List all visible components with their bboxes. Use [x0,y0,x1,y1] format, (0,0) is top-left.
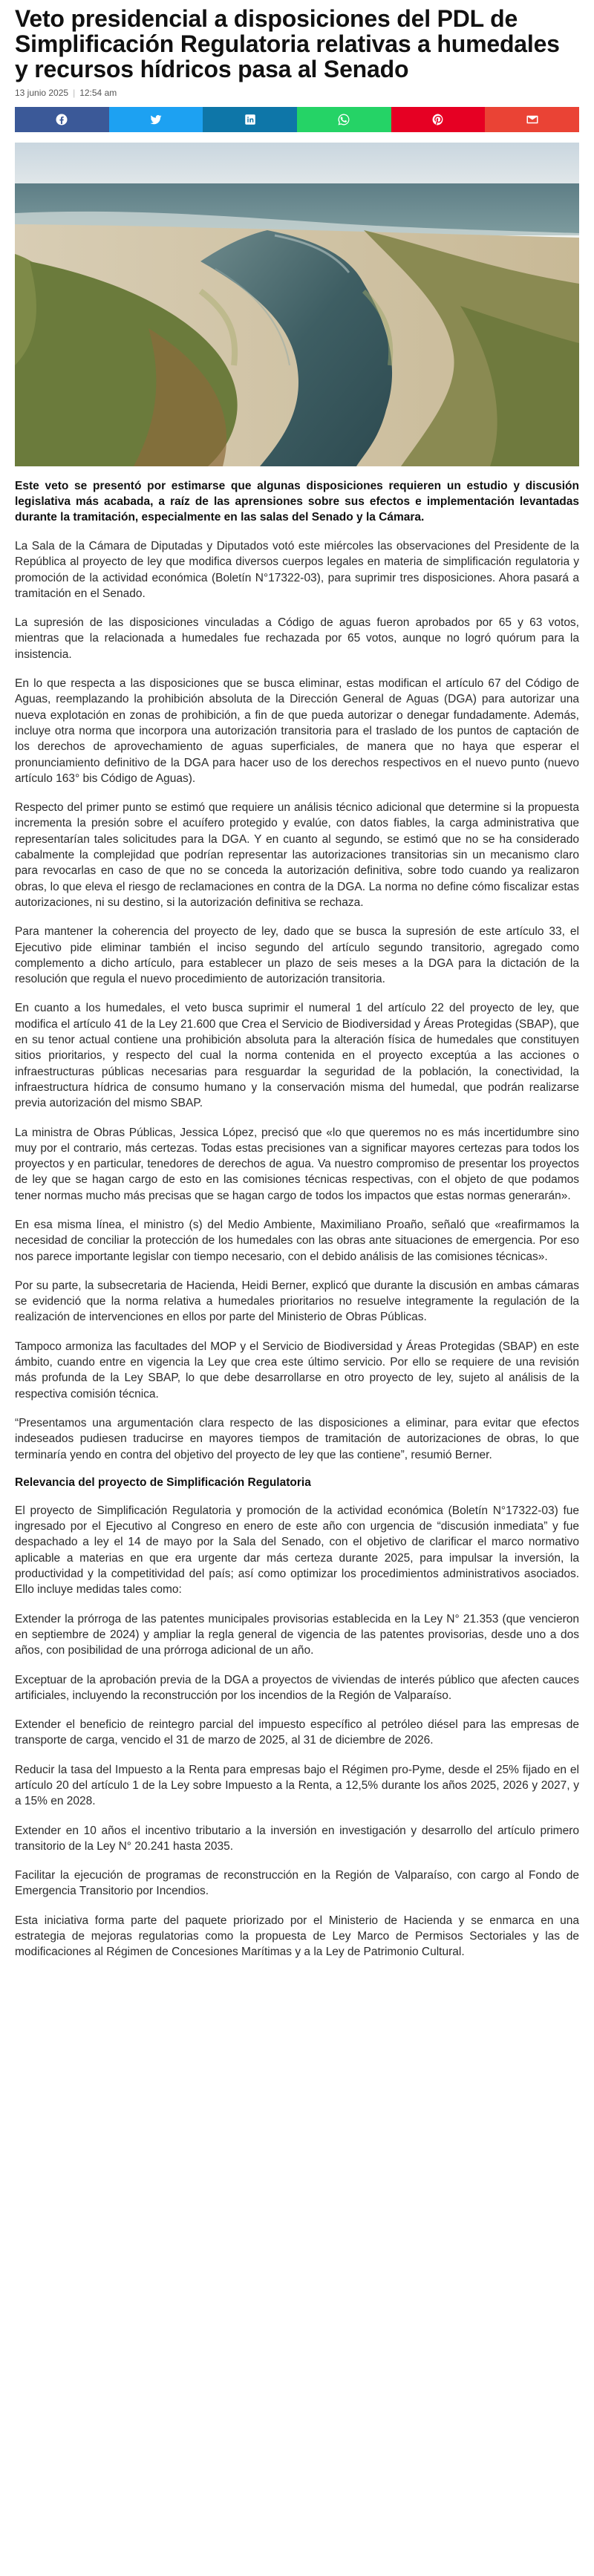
body-paragraph: Extender el beneficio de reintegro parcial del impuesto específico al petróleo diésel para las empresas de transporte de carga, vencido el 31 de marzo de 2025, al 31 de diciembre de 2026. [15,1718,579,1747]
share-whatsapp-button[interactable] [297,107,391,132]
linkedin-icon [244,113,257,126]
share-email-button[interactable] [485,107,579,132]
share-twitter-button[interactable] [109,107,203,132]
facebook-icon [55,113,68,126]
body-paragraph: Respecto del primer punto se estimó que requiere un análisis técnico adicional que determine si la propuesta incrementa la presión sobre el acuífero protegido y evalúe, con datos fiables, la carga administrativa que representarían tales solicitudes para la DGA. Y en cuanto al segundo, se estimó que no se ha considerado cabalmente la complejidad que podrían representar las autorizaciones transitorias sin un mecanismo claro para revocarlas en caso de que no se conceda la autorización definitiva, sobre todo cuando ya realizaron obras, lo que eleva el riesgo de reclamaciones en contra de la DGA. La norma no define cómo fiscalizar estas autorizaciones, ni su destino, si la autorización definitiva se rechaza. [15,801,579,909]
body-paragraph: El proyecto de Simplificación Regulatoria y promoción de la actividad económica (Boletín N°17322-03) fue ingresado por el Ejecutivo al Congreso en enero de este año con urgencia de “discusión inmediata” y fue despachado a ley el 14 de mayo por la Sala del Senado, con el objetivo de clarificar el marco normativo aplicable a materias en que era urgente dar más certeza durante 2025, para impulsar la inversión, la productividad y la competitividad del país; así como optimizar los procedimientos administrativos asociados. Ello incluye medidas tales como: [15,1504,579,1597]
body-paragraph: En esa misma línea, el ministro (s) del Medio Ambiente, Maximiliano Proaño, señaló que «reafirmamos la necesidad de conciliar la protección de los humedales con las obras ante situaciones de emergencia. Por eso nos parece importante legislar con tiempo necesario, con el debido análisis de las comisiones técnicas». [15,1218,579,1263]
email-icon [526,113,539,126]
body-paragraph: La Sala de la Cámara de Diputadas y Diputados votó este miércoles las observaciones del Presidente de la República al proyecto de ley que modifica diversos cuerpos legales en materia de simplificación regulatoria y promoción de la actividad económica (Boletín N°17322-03), para suprimir tres disposiciones. Ahora pasará a tramitación en el Senado. [15,540,579,600]
body-paragraph: En cuanto a los humedales, el veto busca suprimir el numeral 1 del artículo 22 del proyecto de ley, que modifica el artículo 41 de la Ley 21.600 que Crea el Servicio de Biodiversidad y Áreas Protegidas (SBAP), que en su tenor actual contiene una prohibición absoluta para la alteración física de humedales que constituyen sitios prioritarios, y respecto del cual la norma contenida en el proyecto exceptúa a las acciones o infraestructuras públicas necesarias para resguardar la seguridad de la población, la conectividad, la infraestructura hídrica de consumo humano y la conservación misma del humedal, que podrán realizarse previa autorización del mismo SBAP. [15,1002,579,1110]
body-paragraph: Exceptuar de la aprobación previa de la DGA a proyectos de viviendas de interés público que afecten cauces artificiales, incluyendo la reconstrucción por los incendios de la Región de Valparaíso. [15,1673,579,1702]
article-page [15,0,579,1960]
hero-image-river-mouth-wetland [15,143,579,466]
article-time: 12:54 am [79,88,117,98]
body-paragraph: En lo que respecta a las disposiciones que se busca eliminar, estas modifican el artículo 67 del Código de Aguas, reemplazando la prohibición absoluta de la Dirección General de Aguas (DGA) para autorizar una nueva explotación en zonas de prohibición, a fin de que pueda autorizar o denegar fundadamente. Además, incluye otra norma que incorpora una autorización transitoria para el traslado de los puntos de captación de los derechos de aprovechamiento de aguas superficiales, de manera que no haya que esperar el pronunciamiento definitivo de la DGA para hacer uso de los derechos respectivos en el nuevo punto (nuevo artículo 163° bis Código de Aguas). [15,677,579,785]
article-body [15,538,579,1960]
share-facebook-button[interactable] [15,107,109,132]
body-paragraph: La supresión de las disposiciones vinculadas a Código de aguas fueron aprobados por 65 y 63 votos, mientras que la relacionada a humedales fue rechazada por 65 votos, aunque no logró quórum para la insistencia. [15,616,579,661]
section-heading: Relevancia del proyecto de Simplificación Regulatoria [15,1476,311,1489]
share-pinterest-button[interactable] [391,107,486,132]
article-lead: Este veto se presentó por estimarse que algunas disposiciones requieren un estudio y discusión legislativa más acabada, a raíz de las aprensiones sobre sus efectos e implementación levantadas durante la tramitación, especialmente en las salas del Senado y la Cámara. [15,480,579,524]
share-bar [15,107,579,132]
meta-separator: | [73,88,76,98]
body-paragraph: Reducir la tasa del Impuesto a la Renta para empresas bajo el Régimen pro-Pyme, desde el 25% fijado en el artículo 20 del artículo 1 de la Ley sobre Impuesto a la Renta, a 12,5% durante los años 2025, 2026 y 2027, y a 15% en 2028. [15,1763,579,1808]
body-paragraph: Extender la prórroga de las patentes municipales provisorias establecida en la Ley N° 21.353 (que vencieron en septiembre de 2024) y ampliar la regla general de vigencia de las patentes provisorias, desde uno a dos años, con posibilidad de una prórroga adicional de un año. [15,1612,579,1657]
article-title: Veto presidencial a disposiciones del PDL de Simplificación Regulatoria relativas a humedales y recursos hídricos pasa al Senado [15,5,560,82]
body-paragraph: Facilitar la ejecución de programas de reconstrucción en la Región de Valparaíso, con cargo al Fondo de Emergencia Transitorio por Incendios. [15,1869,579,1898]
article-meta [15,88,579,98]
share-linkedin-button[interactable] [203,107,297,132]
article-date: 13 junio 2025 [15,88,69,98]
body-paragraph: Extender en 10 años el incentivo tributario a la inversión en investigación y desarrollo del artículo primero transitorio de la Ley N° 20.241 hasta 2035. [15,1824,579,1853]
body-paragraph: Esta iniciativa forma parte del paquete priorizado por el Ministerio de Hacienda y se enmarca en una estrategia de mejoras regulatorias como la propuesta de Ley Marco de Permisos Sectoriales y las de modificaciones al Régimen de Concesiones Marítimas y a la Ley de Patrimonio Cultural. [15,1914,579,1959]
body-paragraph: Tampoco armoniza las facultades del MOP y el Servicio de Biodiversidad y Áreas Protegidas (SBAP) en este ámbito, cuando entre en vigencia la Ley que crea este último servicio. Por ello se requiere de una revisión más profunda de la Ley SBAP, lo que debe desarrollarse en otro proyecto de ley, sujeto al análisis de la respectiva comisión técnica. [15,1340,579,1401]
twitter-icon [149,113,163,126]
whatsapp-icon [337,113,350,126]
body-paragraph: La ministra de Obras Públicas, Jessica López, precisó que «lo que queremos no es más incertidumbre sino muy por el contrario, más certezas. Todas estas precisiones van a significar mayores certezas para todos los proyectos y en particular, tenedores de derechos de agua. Va nuestro compromiso de presentar los proyectos de ley que se hagan cargo de esto en las comisiones técnicas respectivas, con el objeto de que podamos tener normas mucho más precisas que se hagan cargo de todos los impactos que estas normas generarán». [15,1126,579,1202]
body-paragraph: Por su parte, la subsecretaria de Hacienda, Heidi Berner, explicó que durante la discusión en ambas cámaras se evidenció que la norma relativa a humedales prioritarios no resuelve integramente la regulación de la realización de intervenciones en ellos por parte del Ministerio de Obras Públicas. [15,1279,579,1324]
body-paragraph: “Presentamos una argumentación clara respecto de las disposiciones a eliminar, para evitar que efectos indeseados pudiesen traducirse en mayores tiempos de tramitación de autorizaciones de obras, lo que terminaría yendo en contra del objetivo del proyecto de ley que las contiene”, resumió Berner. [15,1416,579,1461]
body-paragraph: Para mantener la coherencia del proyecto de ley, dado que se busca la supresión de este artículo 33, el Ejecutivo pide eliminar también el inciso segundo del artículo segundo transitorio, agregado como complemento a dicho artículo, para establecer un plazo de seis meses a la DGA para la dictación de la resolución que regula el nuevo procedimiento de autorización transitoria. [15,925,579,986]
pinterest-icon [431,113,445,126]
